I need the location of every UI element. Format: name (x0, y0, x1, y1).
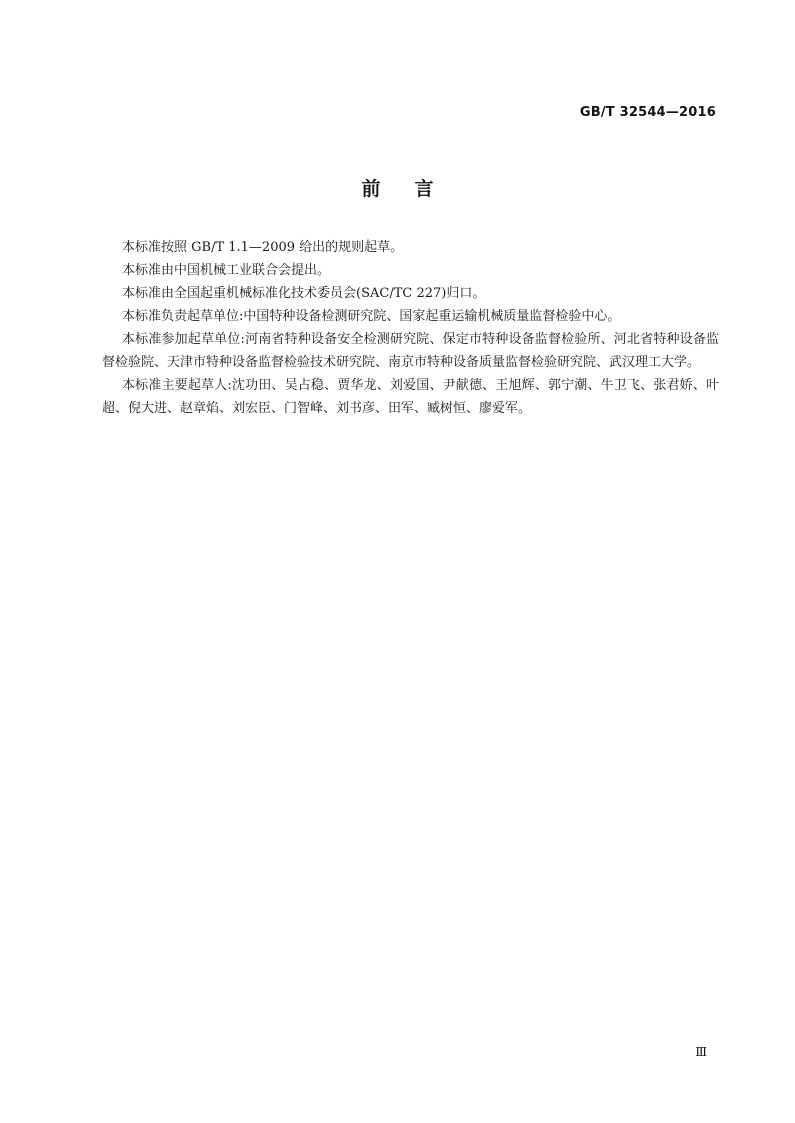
paragraph-participating-drafting-units: 本标准参加起草单位:河南省特种设备安全检测研究院、保定市特种设备监督检验所、河北省特种设备监督检验院、天津市特种设备监督检验技术研究院、南京市特种设备质量监督检验研究院、武汉理工大学。 (102, 332, 719, 370)
foreword-body (102, 236, 719, 420)
paragraph-drafting-rules: 本标准按照 GB/T 1.1—2009 给出的规则起草。 (122, 240, 404, 255)
standard-code: GB/T 32544—2016 (579, 105, 716, 120)
paragraph-proposer: 本标准由中国机械工业联合会提出。 (122, 263, 331, 278)
page-number: Ⅲ (695, 1045, 707, 1059)
page-title: 前言 (361, 178, 468, 200)
paragraph-technical-committee: 本标准由全国起重机械标准化技术委员会(SAC/TC 227)归口。 (122, 286, 486, 301)
paragraph-main-drafters: 本标准主要起草人:沈功田、吴占稳、贾华龙、刘爱国、尹献德、王旭辉、郭宁潮、牛卫飞、张君娇、叶超、倪大进、赵章焰、刘宏臣、门智峰、刘书彦、田军、臧树恒、廖爱军。 (102, 378, 719, 416)
paragraph-responsible-drafting-units: 本标准负责起草单位:中国特种设备检测研究院、国家起重运输机械质量监督检验中心。 (122, 309, 621, 324)
